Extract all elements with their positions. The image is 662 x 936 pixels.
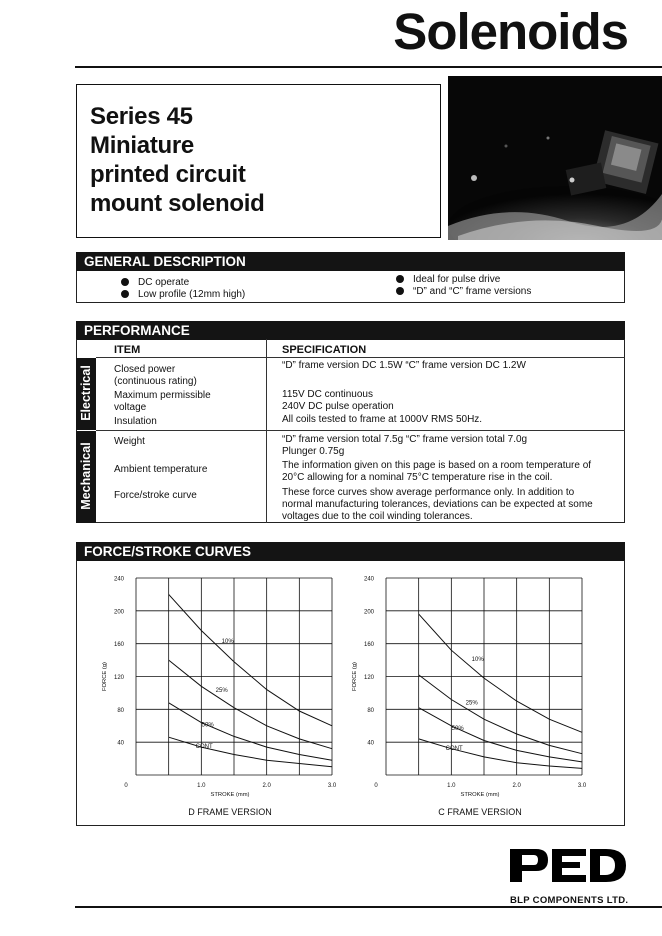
bullet-item — [121, 289, 245, 301]
series-line — [419, 708, 582, 762]
column-header-specification: SPECIFICATION — [282, 344, 367, 356]
header-rule — [75, 66, 662, 68]
d-frame-chart — [80, 566, 350, 822]
series-label: 10% — [471, 657, 484, 664]
bullet-item — [396, 274, 500, 286]
item-weight: Weight — [114, 436, 145, 447]
y-tick-label: 160 — [113, 642, 124, 649]
x-axis-label: STROKE (mm) — [460, 792, 500, 798]
series-label: 50% — [451, 726, 464, 733]
series-line — [169, 703, 332, 760]
item-text: (continuous rating) — [114, 376, 197, 387]
electrical-label: Electrical — [79, 365, 93, 421]
company-name: BLP COMPONENTS LTD. — [510, 895, 629, 906]
y-tick-label: 240 — [113, 576, 124, 583]
series-label: 50% — [201, 722, 214, 729]
bullet-text: DC operate — [138, 277, 190, 288]
bullet-dot-icon — [121, 278, 129, 286]
y-tick-label: 240 — [363, 576, 374, 583]
item-ambient-temperature: Ambient temperature — [114, 464, 208, 475]
general-description-heading: GENERAL DESCRIPTION — [76, 252, 625, 271]
y-tick-label: 80 — [367, 707, 374, 714]
x-axis-label: STROKE (mm) — [210, 792, 250, 798]
c-frame-chart — [327, 566, 600, 822]
spec-insulation: All coils tested to frame at 1000V RMS 50Hz. — [282, 414, 483, 425]
bullet-text: “D” and “C” frame versions — [413, 286, 532, 297]
x-tick-label: 2.0 — [262, 783, 271, 789]
spec-text: normal manufacturing tolerances, deviations can be expected at some — [282, 499, 593, 510]
column-header-item: ITEM — [114, 344, 141, 356]
performance-heading: PERFORMANCE — [76, 321, 625, 340]
spec-text: “D” frame version total 7.5g “C” frame version total 7.0g — [282, 434, 528, 445]
y-tick-label: 120 — [113, 675, 124, 681]
table-section-rule — [96, 430, 625, 431]
series-label: CONT — [195, 743, 213, 750]
item-force-stroke: Force/stroke curve — [114, 490, 197, 501]
spec-closed-power: “D” frame version DC 1.5W “C” frame version DC 1.2W — [282, 360, 526, 371]
spec-text: 115V DC continuous — [282, 389, 373, 400]
spec-max-voltage — [282, 389, 394, 413]
spec-ambient-temperature — [282, 460, 591, 484]
series-title-line: Series 45 — [90, 103, 193, 130]
product-photo — [448, 76, 662, 240]
series-line — [169, 660, 332, 749]
bullet-item — [121, 277, 189, 289]
bullet-item — [396, 286, 531, 298]
y-tick-label: 40 — [117, 740, 124, 747]
y-tick-label: 120 — [363, 675, 374, 681]
force-stroke-curves-heading: FORCE/STROKE CURVES — [76, 542, 625, 561]
solenoid-image — [448, 76, 662, 240]
series-label: CONT — [445, 745, 463, 752]
mechanical-label: Mechanical — [79, 442, 93, 510]
series-label: 25% — [215, 688, 228, 695]
y-tick-label: 80 — [117, 707, 124, 714]
series-title-line: mount solenoid — [90, 190, 265, 217]
spec-force-stroke — [282, 487, 593, 523]
bullet-dot-icon — [396, 287, 404, 295]
mechanical-side-bar — [76, 431, 96, 523]
series-title — [90, 102, 410, 218]
electrical-side-bar — [76, 358, 96, 430]
x-tick-label: 0 — [124, 783, 128, 789]
x-tick-label: 2.0 — [512, 783, 521, 789]
y-tick-label: 200 — [363, 609, 374, 616]
y-axis-label: FORCE (g) — [102, 662, 108, 691]
chart-title: D FRAME VERSION — [188, 807, 272, 817]
column-divider — [266, 339, 267, 523]
spec-text: Plunger 0.75g — [282, 446, 345, 457]
x-tick-label: 1.0 — [197, 783, 206, 789]
item-text: Closed power — [114, 364, 176, 375]
ped-logo — [508, 846, 628, 884]
chart-title: C FRAME VERSION — [438, 807, 522, 817]
item-text: Maximum permissible — [114, 390, 211, 401]
item-text: voltage — [114, 402, 147, 413]
page-title: Solenoids — [393, 3, 628, 60]
x-tick-label: 0 — [374, 783, 378, 789]
item-max-voltage — [114, 390, 211, 414]
series-line — [419, 614, 582, 732]
spec-text: 20°C allowing for a nominal 75°C temperature rise in the coil. — [282, 472, 553, 483]
bullet-text: Ideal for pulse drive — [413, 274, 501, 285]
series-label: 25% — [465, 700, 478, 707]
x-tick-label: 1.0 — [447, 783, 456, 789]
footer-rule — [75, 906, 662, 908]
x-tick-label: 3.0 — [327, 783, 337, 789]
bullet-dot-icon — [121, 290, 129, 298]
series-title-line: Miniature — [90, 132, 194, 159]
bullet-dot-icon — [396, 275, 404, 283]
spec-weight — [282, 434, 527, 458]
series-title-line: printed circuit — [90, 161, 246, 188]
y-axis-label: FORCE (g) — [352, 662, 358, 691]
item-insulation: Insulation — [114, 416, 157, 427]
y-tick-label: 160 — [363, 642, 374, 649]
bullet-text: Low profile (12mm high) — [138, 289, 246, 300]
spec-text: The information given on this page is based on a room temperature of — [282, 460, 592, 471]
series-line — [419, 739, 582, 769]
table-header-rule — [96, 357, 625, 358]
spec-text: These force curves show average performance only. In addition to — [282, 487, 575, 498]
y-tick-label: 40 — [367, 740, 374, 747]
series-label: 10% — [221, 639, 234, 646]
y-tick-label: 200 — [113, 609, 124, 616]
item-closed-power — [114, 364, 197, 388]
spec-text: voltages due to the coil winding tolerances. — [282, 511, 473, 522]
spec-text: 240V DC pulse operation — [282, 401, 394, 412]
x-tick-label: 3.0 — [577, 783, 587, 789]
series-line — [169, 594, 332, 725]
